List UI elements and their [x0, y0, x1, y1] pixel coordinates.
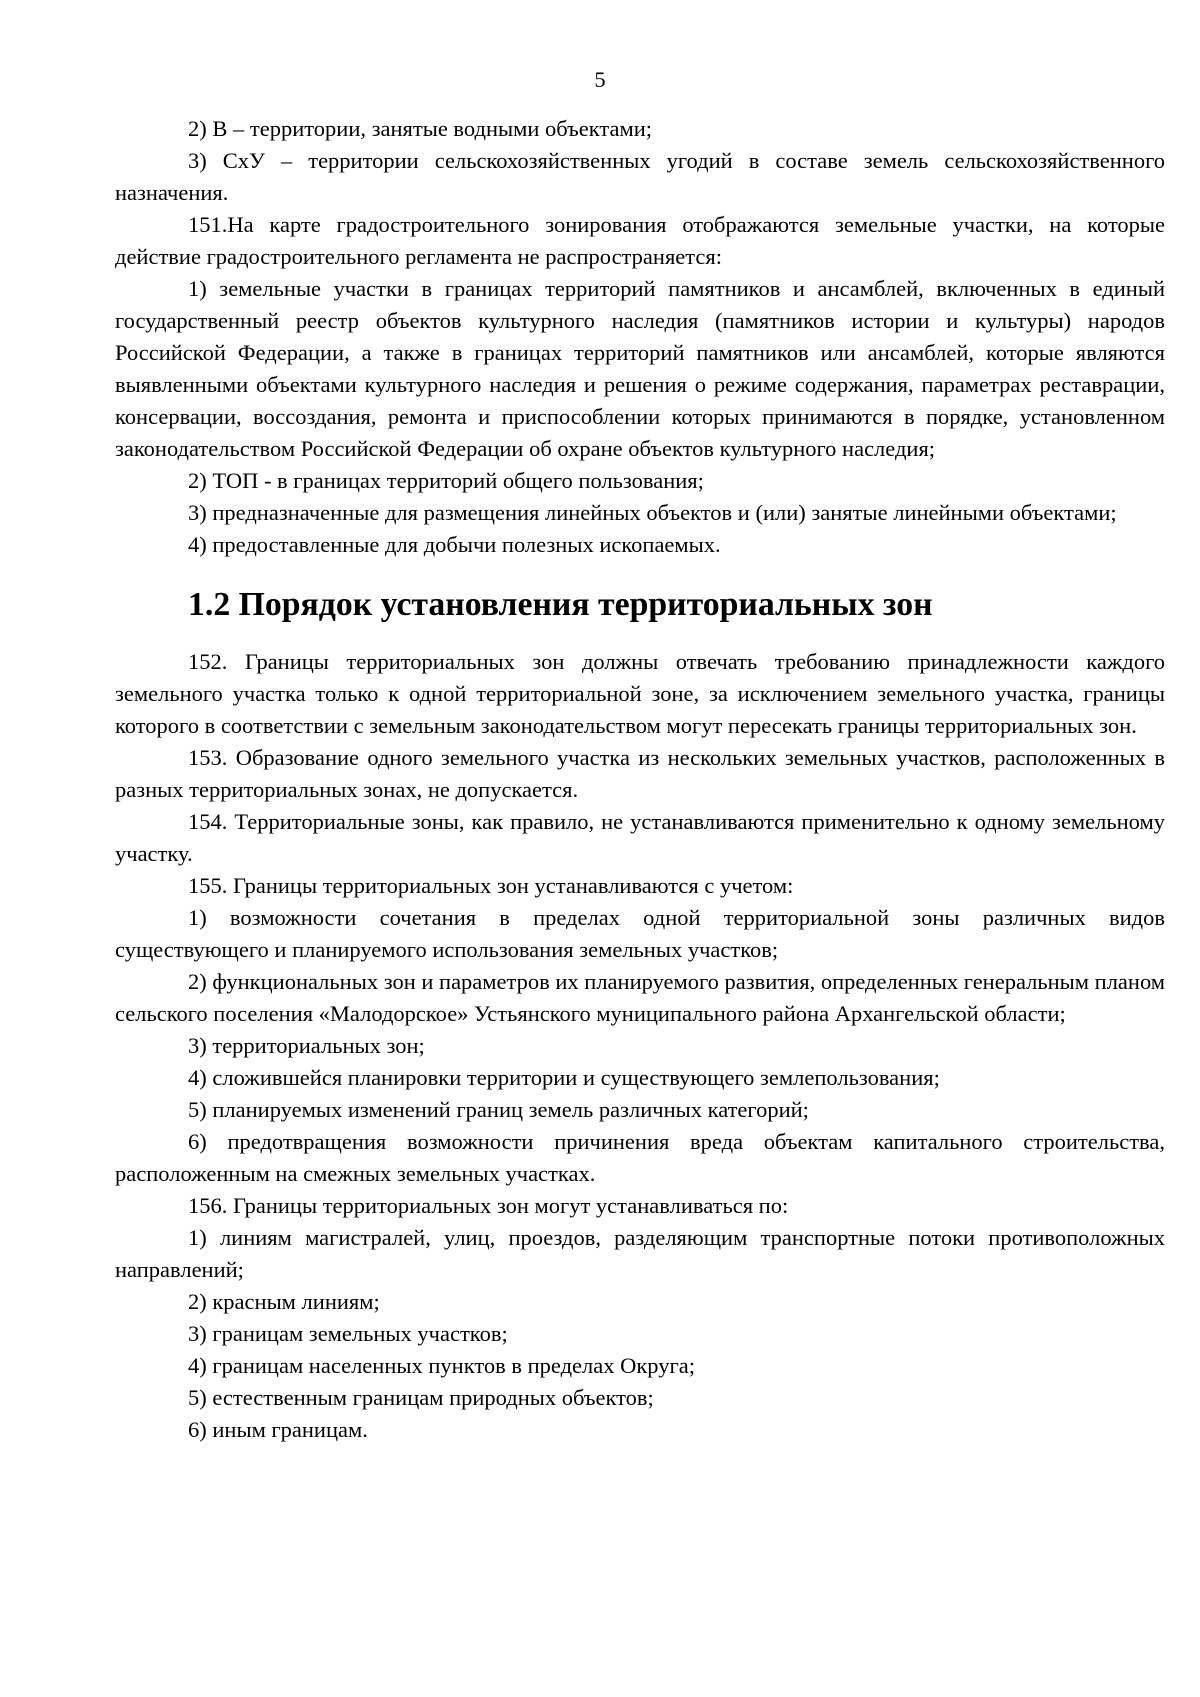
list-item-6: 6) предотвращения возможности причинения вреда объектам капитального строительства, расположенным на смежных земельных участках.	[115, 1129, 1165, 1186]
list-item-3: 3) СхУ – территории сельскохозяйственных угодий в составе земель сельскохозяйственного назначения.	[115, 148, 1165, 205]
list-item-3: 3) границам земельных участков;	[188, 1321, 508, 1346]
page-number: 5	[594, 67, 606, 92]
list-item-3: 3) предназначенные для размещения линейных объектов и (или) занятые линейными объектами;	[188, 500, 1117, 525]
list-item-2: 2) красным линиям;	[188, 1289, 380, 1314]
paragraph-151: 151.На карте градостроительного зонирования отображаются земельные участки, на которые действие градостроительного регламента не распространяется:	[115, 212, 1165, 269]
paragraph-154: 154. Территориальные зоны, как правило, не устанавливаются применительно к одному земельному участку.	[115, 809, 1165, 866]
list-item-2: 2) ТОП - в границах территорий общего пользования;	[188, 468, 704, 493]
list-item-2: 2) В – территории, занятые водными объектами;	[188, 116, 653, 141]
paragraph-155: 155. Границы территориальных зон устанавливаются с учетом:	[188, 873, 794, 898]
paragraph-152: 152. Границы территориальных зон должны отвечать требованию принадлежности каждого земельного участка только к одной территориальной зоне, за исключением земельного участка, границы которого в соответствии с земельным законодательством могут пересекать границы территориальных зон.	[115, 649, 1165, 738]
paragraph-156: 156. Границы территориальных зон могут устанавливаться по:	[188, 1193, 789, 1218]
list-item-5: 5) планируемых изменений границ земель различных категорий;	[188, 1097, 809, 1122]
list-item-4: 4) границам населенных пунктов в пределах Округа;	[188, 1353, 695, 1378]
list-item-1: 1) земельные участки в границах территорий памятников и ансамблей, включенных в единый государственный реестр объектов культурного наследия (памятников истории и культуры) народов Российской Федерации, а также в границах территорий памятников или ансамблей, которые являются выявленными объектами культурного наследия и решения о режиме содержания, параметрах реставрации, консервации, воссоздания, ремонта и приспособлении которых принимаются в порядке, установленном законодательством Российской Федерации об охране объектов культурного наследия;	[115, 276, 1165, 461]
document-body	[115, 113, 1165, 1446]
list-item-4: 4) предоставленные для добычи полезных ископаемых.	[188, 532, 721, 557]
section-heading: 1.2 Порядок установления территориальных зон	[188, 586, 933, 623]
list-item-6: 6) иным границам.	[188, 1417, 368, 1442]
list-item-5: 5) естественным границам природных объектов;	[188, 1385, 654, 1410]
paragraph-153: 153. Образование одного земельного участка из нескольких земельных участков, расположенных в разных территориальных зонах, не допускается.	[115, 745, 1165, 802]
list-item-3: 3) территориальных зон;	[188, 1033, 425, 1058]
list-item-4: 4) сложившейся планировки территории и существующего землепользования;	[188, 1065, 940, 1090]
list-item-1: 1) возможности сочетания в пределах одной территориальной зоны различных видов существующего и планируемого использования земельных участков;	[115, 905, 1165, 962]
list-item-1: 1) линиям магистралей, улиц, проездов, разделяющим транспортные потоки противоположных направлений;	[115, 1225, 1165, 1282]
list-item-2: 2) функциональных зон и параметров их планируемого развития, определенных генеральным планом сельского поселения «Малодорское» Устьянского муниципального района Архангельской области;	[115, 969, 1166, 1026]
